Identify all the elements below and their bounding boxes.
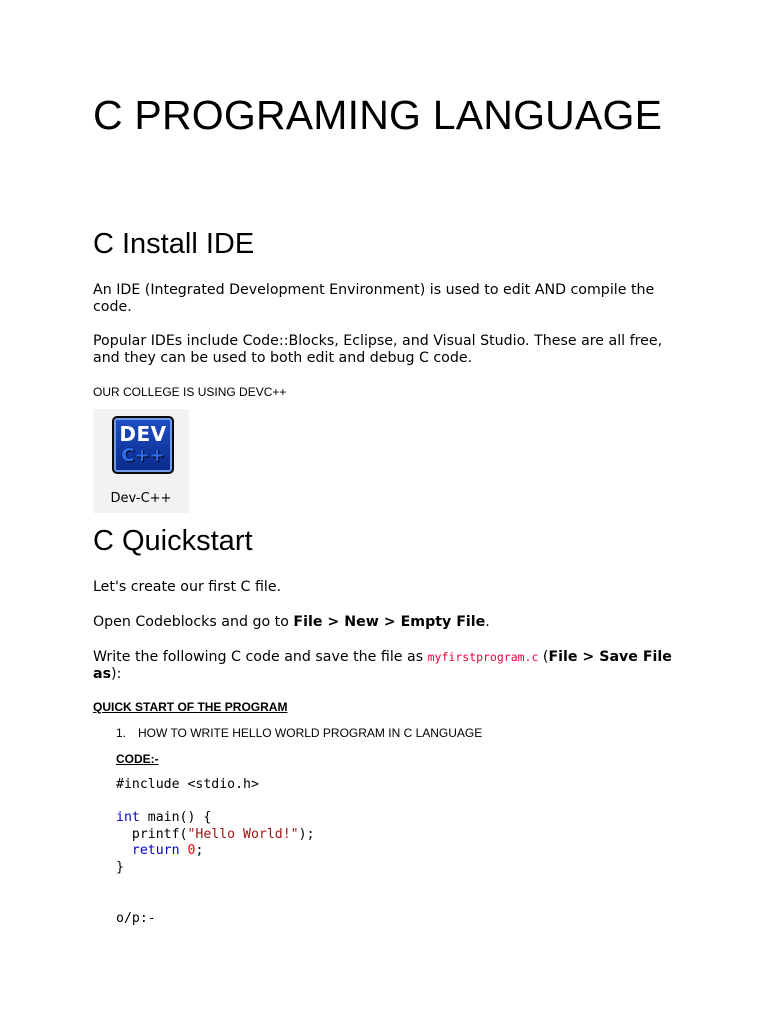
code-line-include: #include <stdio.h> — [116, 777, 259, 792]
para2-prefix: Open Codeblocks and go to — [93, 614, 294, 630]
logo-cpp-text: C++ — [121, 445, 165, 466]
list-item-text: HOW TO WRITE HELLO WORLD PROGRAM IN C LANGUAGE — [138, 726, 483, 740]
devcpp-logo — [93, 409, 189, 513]
para3-menu-path: File > Save File as — [93, 649, 672, 682]
code-line-main — [116, 810, 315, 827]
code-main-signature: main() { — [139, 810, 212, 825]
devcpp-icon — [112, 416, 174, 474]
code-block — [116, 777, 315, 876]
code-string-literal: "Hello World!" — [187, 826, 299, 842]
filename-code: myfirstprogram.c — [427, 650, 539, 664]
list-item — [116, 726, 482, 740]
list-item-number: 1. — [116, 726, 127, 740]
para2-suffix: . — [485, 614, 490, 630]
code-line-blank — [116, 794, 315, 811]
logo-caption: Dev-C++ — [110, 491, 172, 506]
code-number-literal: 0 — [187, 843, 196, 858]
output-label: o/p:- — [116, 911, 156, 926]
code-label: CODE:- — [116, 752, 159, 766]
college-note: OUR COLLEGE IS USING DEVC++ — [93, 385, 287, 399]
document-title: C PROGRAMING LANGUAGE — [93, 92, 663, 138]
para3-prefix: Write the following C code and save the file as — [93, 649, 428, 665]
code-keyword-return: return — [131, 843, 180, 858]
code-keyword-int: int — [116, 810, 140, 825]
code-line-return — [116, 843, 315, 860]
heading-install-ide: C Install IDE — [93, 228, 255, 260]
code-semicolon: ; — [195, 843, 204, 858]
quickstart-subheading: QUICK START OF THE PROGRAM — [93, 700, 288, 714]
quickstart-paragraph-2 — [93, 614, 673, 631]
para3-suffix: ): — [111, 666, 122, 682]
para3-mid: ( — [538, 649, 549, 665]
para2-menu-path: File > New > Empty File — [293, 614, 486, 630]
code-indent — [116, 843, 132, 858]
install-paragraph-1: An IDE (Integrated Development Environment) is used to edit AND compile the code. — [93, 282, 655, 315]
heading-quickstart: C Quickstart — [93, 525, 253, 557]
quickstart-paragraph-1: Let's create our first C file. — [93, 579, 282, 595]
code-line-printf — [116, 827, 315, 844]
install-paragraph-2: Popular IDEs include Code::Blocks, Eclipse, and Visual Studio. These are all free, and they can be used to both edit and debug C code. — [93, 333, 663, 366]
code-line-close: } — [116, 859, 124, 875]
quickstart-paragraph-3 — [93, 649, 673, 683]
code-printf-open: printf( — [116, 826, 188, 842]
code-printf-close: ); — [298, 826, 315, 842]
logo-dev-text: DEV — [119, 422, 167, 446]
